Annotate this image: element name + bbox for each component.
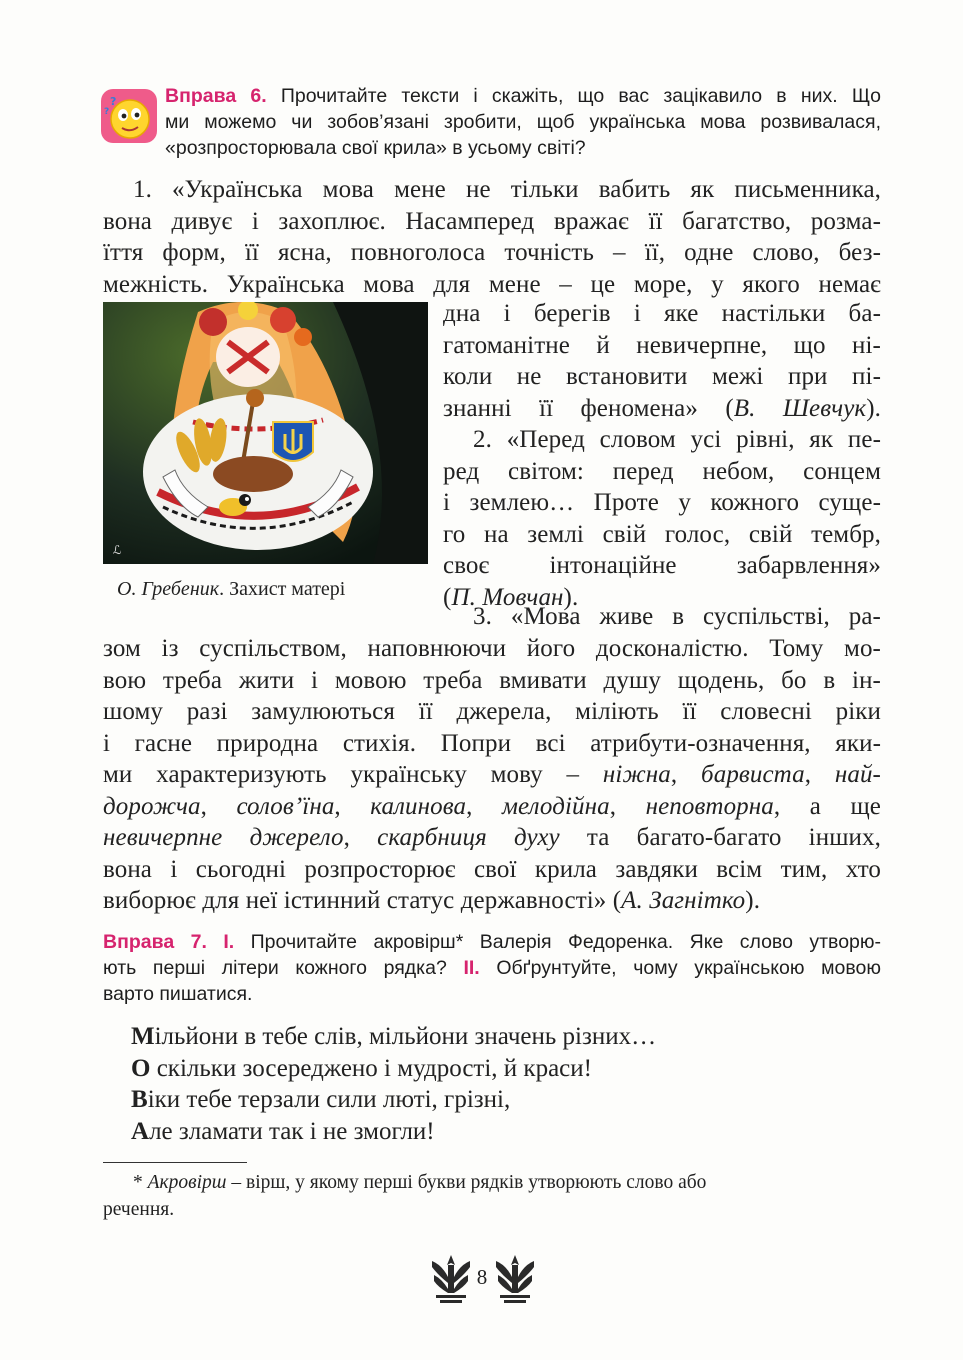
author-zagnitko: А. Загнітко [621,887,746,914]
text-3-first-line: 3. «Мова живе в суспільстві, ра- [473,603,881,630]
painting-caption: О. Гребеник. Захист матері [117,578,346,600]
author-shevchuk: В. Шевчук [733,394,867,422]
svg-text:?: ? [110,95,117,108]
exercise-6-label: Вправа 6. [165,85,267,107]
painting-mothers-protection [103,302,428,564]
author-movchan: П. Мовчан [451,583,564,611]
exercise-6-instructions: Вправа 6. Прочитайте тексти і скажіть, що вас зацікавило в них. Що ми можемо чи зобов’язані зробити, щоб українська мова розвивалася, «розпросторювала свої крила» в усьому світі? [165,85,881,159]
poem-line: Але зламати так і не змогли! [131,1117,435,1145]
svg-text:ℒ: ℒ [113,543,122,557]
svg-text:?: ? [104,107,110,117]
exercise-7-instructions: Вправа 7. I. Прочитайте акровірш* Валерія Федоренка. Яке слово утворю- ють перші літери кожного рядка? II. Обґрунтуйте, чому українською мовою варто пишатися. [103,931,882,1005]
poem-line: Віки тебе терзали сили люті, грізні, [131,1086,511,1113]
ornament-left-icon [428,1253,474,1305]
acrostic-poem [131,1021,831,1147]
text-1-continued: дна і берегів і яке настільки ба- гатоманітне й невичерпне, що ні- коли не встановити межі при пі- знанні її феномена» (В. Шевчук). [443,300,881,422]
footnote: * Акровірш – вірш, у якому перші букви рядків утворюють слово або речення. [103,1172,707,1220]
text-1-intro: 1. «Українська мова мене не тільки вабить як письменника, вона дивує і захоплює. Насамперед вражає її багатство, розма- їття форм, її ясна, повноголоса точність – її, одне слово, без- межність. Українська мова для мене – це море, у якого немає [103,176,881,298]
text-3: зом із суспільством, наповнюючи його досконалістю. Тому мо- вою треба жити і мовою треба вмивати душу щодень, бо в ін- шому разі замулюються її джерела, міліють її словесні ріки і гасне природна стихія. Попри всі атрибути-означення, яки- ми характеризують українську мову – ніжна, барвиста, най- дорожча, солов’їна, калинова, мелодійна, неповторна, а ще невичерпне джерело, скарбниця духу та багато-багато інших, вона і сьогодні розпросторює свої крила завдяки всім тим, хто виборює для неї істинний статус державності» (А. Загнітко). [103,635,881,914]
text-2: 2. «Перед словом усі рівні, як пе- ред світом: перед небом, сонцем і землею… Проте у кожного суще- го на землі свій голос, свій тембр, своє інтонаційне забарвлення» (П. Мовчан). [443,426,881,611]
footnote-divider [103,1162,247,1163]
page-number: 8 [476,1265,488,1289]
ornament-right-icon [492,1253,538,1305]
thinking-face-icon [100,88,158,144]
poem-line: О скільки зосереджено і мудрості, й краси! [131,1054,592,1082]
exercise-7-label: Вправа 7. [103,931,207,953]
poem-line: Мільйони в тебе слів, мільйони значень різних… [131,1023,657,1050]
